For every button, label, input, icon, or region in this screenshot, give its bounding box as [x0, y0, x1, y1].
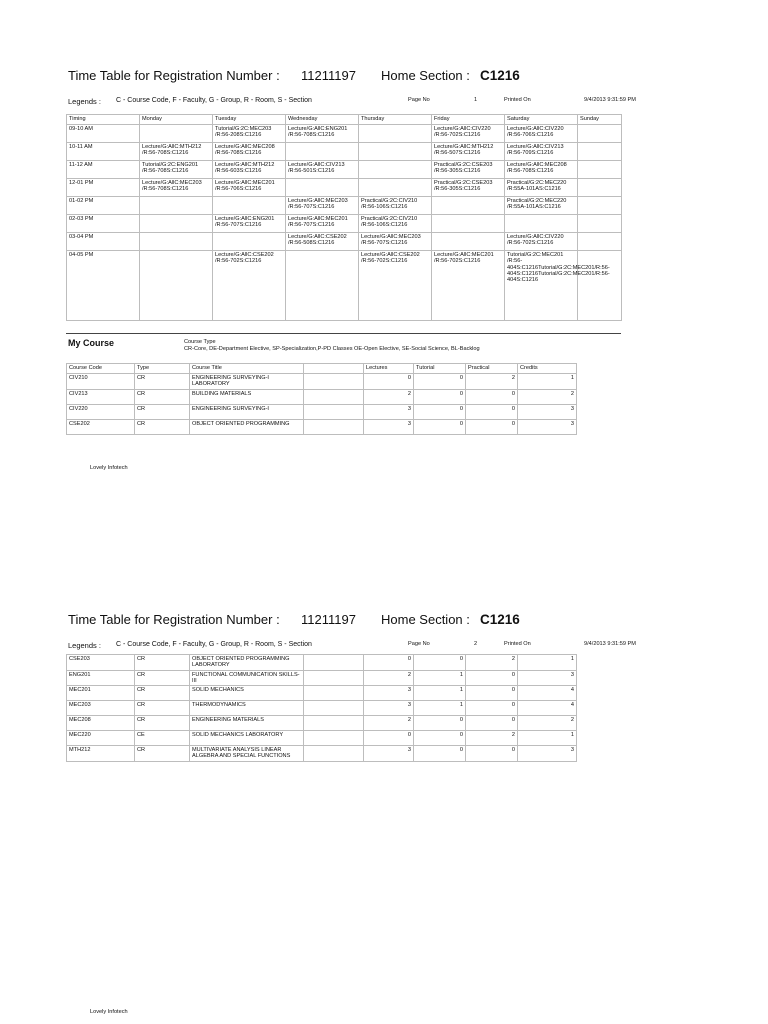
course-cell: 0: [414, 419, 466, 434]
course-cell: MEC220: [67, 731, 135, 746]
class-slot-cell: [578, 161, 622, 179]
course-cell: CR: [135, 670, 190, 686]
registration-number: 11211197: [301, 68, 356, 83]
class-slot-cell: [140, 233, 213, 251]
timetable-column-header: Saturday: [505, 115, 578, 125]
course-row: [67, 389, 577, 404]
course-cell: 4: [518, 701, 577, 716]
timetable-column-header: Tuesday: [213, 115, 286, 125]
class-slot-cell: Practical/G:2C:CSE203 /R:56-305S:C1216: [432, 161, 505, 179]
timetable-column-header: Monday: [140, 115, 213, 125]
course-cell: 2: [364, 670, 414, 686]
class-slot-cell: [578, 233, 622, 251]
course-cell: MEC201: [67, 686, 135, 701]
course-cell: 0: [466, 746, 518, 762]
course-column-header: Type: [135, 364, 190, 374]
timetable-row: [67, 251, 622, 321]
course-cell: 3: [364, 404, 414, 419]
course-row: [67, 374, 577, 390]
class-slot-cell: Lecture/G:AllC:MEC203 /R:56-707S:C1216: [286, 197, 359, 215]
course-column-header: Credits: [518, 364, 577, 374]
course-cell: CIV210: [67, 374, 135, 390]
my-course-heading: My Course: [68, 338, 115, 348]
timetable-column-header: Friday: [432, 115, 505, 125]
class-slot-cell: Practical/G:2C:MEC220 /R:55A-101AS:C1216: [505, 179, 578, 197]
course-cell: [304, 404, 364, 419]
course-cell: 3: [518, 670, 577, 686]
class-slot-cell: [140, 215, 213, 233]
course-cell: CR: [135, 374, 190, 390]
class-slot-cell: Lecture/G:AllC:CIV213 /R:56-709S:C1216: [505, 143, 578, 161]
timing-cell: 01-02 PM: [67, 197, 140, 215]
report-page-2: [0, 512, 768, 1024]
course-cell: 1: [518, 374, 577, 390]
class-slot-cell: [578, 125, 622, 143]
printed-on-label: Printed On: [504, 97, 531, 103]
course-column-header: Lectures: [364, 364, 414, 374]
course-cell: CR: [135, 419, 190, 434]
class-slot-cell: Lecture/G:AllC:CIV220 /R:56-702S:C1216: [432, 125, 505, 143]
course-cell: 0: [414, 404, 466, 419]
class-slot-cell: [359, 143, 432, 161]
course-row: [67, 686, 577, 701]
course-type-label: Course Type: [184, 339, 216, 345]
course-cell: 0: [364, 655, 414, 671]
course-cell: 0: [466, 686, 518, 701]
class-slot-cell: [578, 251, 622, 321]
course-cell: 0: [414, 746, 466, 762]
course-row: [67, 746, 577, 762]
course-cell: 2: [518, 716, 577, 731]
course-row: [67, 701, 577, 716]
class-slot-cell: Tutorial/G:2C:MEC203 /R:56-208S:C1216: [213, 125, 286, 143]
class-slot-cell: Lecture/G:AllC:MEC201 /R:56-707S:C1216: [286, 215, 359, 233]
timetable-row: [67, 143, 622, 161]
course-cell: 0: [466, 670, 518, 686]
course-column-header: Course Title: [190, 364, 304, 374]
class-slot-cell: Lecture/G:AllC:MEC201 /R:56-706S:C1216: [213, 179, 286, 197]
class-slot-cell: Lecture/G:AllC:MEC208 /R:56-708S:C1216: [505, 161, 578, 179]
class-slot-cell: [578, 143, 622, 161]
class-slot-cell: [213, 233, 286, 251]
section-divider: [66, 333, 621, 334]
course-cell: 0: [466, 716, 518, 731]
course-cell: 0: [364, 374, 414, 390]
class-slot-cell: [359, 161, 432, 179]
course-cell: 0: [414, 389, 466, 404]
course-cell: [304, 389, 364, 404]
class-slot-cell: Lecture/G:AllC:CSE202 /R:56-702S:C1216: [359, 251, 432, 321]
course-cell: CR: [135, 701, 190, 716]
timetable-row: [67, 161, 622, 179]
class-slot-cell: Lecture/G:AllC:MEC203 /R:56-707S:C1216: [359, 233, 432, 251]
course-cell: 0: [364, 731, 414, 746]
course-table-page-2: [66, 654, 577, 762]
course-cell: 0: [414, 716, 466, 731]
course-row: [67, 716, 577, 731]
legend-label: Legends :: [68, 97, 101, 106]
class-slot-cell: [578, 215, 622, 233]
course-cell: OBJECT ORIENTED PROGRAMMING: [190, 419, 304, 434]
course-cell: CR: [135, 716, 190, 731]
course-cell: 0: [414, 731, 466, 746]
course-column-header: Tutorial: [414, 364, 466, 374]
timing-cell: 04-05 PM: [67, 251, 140, 321]
class-slot-cell: [140, 125, 213, 143]
timing-cell: 10-11 AM: [67, 143, 140, 161]
class-slot-cell: Lecture/G:AllC:MTH212 /R:56-507S:C1216: [432, 143, 505, 161]
course-cell: 0: [466, 389, 518, 404]
course-cell: CR: [135, 686, 190, 701]
course-cell: 2: [466, 731, 518, 746]
home-section-value: C1216: [480, 68, 520, 83]
course-cell: 1: [414, 686, 466, 701]
course-cell: 0: [414, 374, 466, 390]
class-slot-cell: [578, 197, 622, 215]
course-header-row: [67, 364, 577, 374]
timetable-row: [67, 233, 622, 251]
course-cell: [304, 701, 364, 716]
course-cell: SOLID MECHANICS LABORATORY: [190, 731, 304, 746]
course-cell: CR: [135, 404, 190, 419]
timetable-column-header: Sunday: [578, 115, 622, 125]
header-title: Time Table for Registration Number :: [68, 612, 280, 627]
course-cell: [304, 670, 364, 686]
course-cell: 0: [466, 701, 518, 716]
course-row: [67, 731, 577, 746]
class-slot-cell: Lecture/G:AllC:MTH212 /R:56-708S:C1216: [140, 143, 213, 161]
timing-cell: 11-12 AM: [67, 161, 140, 179]
course-cell: ENGINEERING SURVEYING-I: [190, 404, 304, 419]
course-cell: CR: [135, 655, 190, 671]
course-cell: 3: [518, 746, 577, 762]
class-slot-cell: Practical/G:2C:CSE203 /R:56-305S:C1216: [432, 179, 505, 197]
footer-text: Lovely Infotech: [90, 465, 128, 471]
class-slot-cell: Tutorial/G:2C:ENG201 /R:56-708S:C1216: [140, 161, 213, 179]
course-cell: MEC203: [67, 701, 135, 716]
course-row: [67, 404, 577, 419]
course-cell: 1: [414, 701, 466, 716]
class-slot-cell: Tutorial/G:2C:MEC201 /R:56-404S:C1216Tutorial/G:2C:MEC201/R:56-404S:C1216Tutorial/G:2C:MEC201/R:56-404S:C1216: [505, 251, 578, 321]
timing-cell: 03-04 PM: [67, 233, 140, 251]
course-cell: 3: [518, 419, 577, 434]
course-cell: THERMODYNAMICS: [190, 701, 304, 716]
class-slot-cell: [359, 125, 432, 143]
class-slot-cell: [286, 251, 359, 321]
timing-cell: 12-01 PM: [67, 179, 140, 197]
class-slot-cell: Lecture/G:AllC:ENG201 /R:56-708S:C1216: [286, 125, 359, 143]
home-section-value: C1216: [480, 612, 520, 627]
printed-on-label: Printed On: [504, 641, 531, 647]
class-slot-cell: Lecture/G:AllC:MEC208 /R:56-708S:C1216: [213, 143, 286, 161]
course-type-text: CR-Core, DE-Department Elective, SP-Specialization,P-PD Classes OE-Open Elective, SE-Social Science, BL-Backlog: [184, 346, 480, 352]
class-slot-cell: Practical/G:2C:CIV210 /R:56-106S:C1216: [359, 215, 432, 233]
course-cell: 0: [466, 404, 518, 419]
course-cell: BUILDING MATERIALS: [190, 389, 304, 404]
header-title: Time Table for Registration Number :: [68, 68, 280, 83]
printed-on-value: 9/4/2013 9:31:59 PM: [584, 97, 636, 103]
course-row: [67, 670, 577, 686]
course-cell: CIV220: [67, 404, 135, 419]
class-slot-cell: Practical/G:2C:CIV210 /R:56-106S:C1216: [359, 197, 432, 215]
home-section-label: Home Section :: [381, 612, 470, 627]
page-no-value: 1: [474, 97, 478, 103]
class-slot-cell: [359, 179, 432, 197]
page-no-label: Page No: [408, 641, 430, 647]
class-slot-cell: [578, 179, 622, 197]
printed-on-value: 9/4/2013 9:31:59 PM: [584, 641, 636, 647]
course-cell: ENG201: [67, 670, 135, 686]
page-no-value: 2: [474, 641, 478, 647]
class-slot-cell: Lecture/G:AllC:CIV220 /R:56-702S:C1216: [505, 233, 578, 251]
course-cell: SOLID MECHANICS: [190, 686, 304, 701]
course-column-header: [304, 364, 364, 374]
class-slot-cell: Lecture/G:AllC:CSE202 /R:56-508S:C1216: [286, 233, 359, 251]
course-cell: FUNCTIONAL COMMUNICATION SKILLS-III: [190, 670, 304, 686]
class-slot-cell: [505, 215, 578, 233]
class-slot-cell: Lecture/G:AllC:CIV213 /R:56-501S:C1216: [286, 161, 359, 179]
course-cell: MULTIVARIATE ANALYSIS LINEAR ALGEBRA AND SPECIAL FUNCTIONS: [190, 746, 304, 762]
timetable-row: [67, 197, 622, 215]
course-cell: [304, 731, 364, 746]
class-slot-cell: [213, 197, 286, 215]
legend-text: C - Course Code, F - Faculty, G - Group, R - Room, S - Section: [116, 97, 312, 104]
legend-text: C - Course Code, F - Faculty, G - Group, R - Room, S - Section: [116, 641, 312, 648]
course-cell: 2: [466, 655, 518, 671]
course-cell: [304, 746, 364, 762]
course-cell: [304, 655, 364, 671]
course-cell: [304, 686, 364, 701]
course-cell: 3: [364, 686, 414, 701]
course-cell: 3: [364, 419, 414, 434]
course-cell: OBJECT ORIENTED PROGRAMMING LABORATORY: [190, 655, 304, 671]
timetable-column-header: Wednesday: [286, 115, 359, 125]
class-slot-cell: [140, 251, 213, 321]
course-cell: MEC208: [67, 716, 135, 731]
timetable: [66, 114, 622, 321]
course-cell: CR: [135, 746, 190, 762]
course-column-header: Practical: [466, 364, 518, 374]
class-slot-cell: [432, 233, 505, 251]
course-cell: [304, 374, 364, 390]
class-slot-cell: Lecture/G:AllC:MEC203 /R:56-708S:C1216: [140, 179, 213, 197]
class-slot-cell: [286, 179, 359, 197]
course-type-legend: [184, 339, 480, 353]
course-cell: 3: [364, 701, 414, 716]
course-cell: 3: [364, 746, 414, 762]
course-column-header: Course Code: [67, 364, 135, 374]
class-slot-cell: Lecture/G:AllC:MEC201 /R:56-702S:C1216: [432, 251, 505, 321]
registration-number: 11211197: [301, 612, 356, 627]
course-cell: CR: [135, 389, 190, 404]
timetable-column-header: Thursday: [359, 115, 432, 125]
legend-row: [68, 641, 648, 651]
course-cell: 1: [518, 731, 577, 746]
course-cell: 1: [414, 670, 466, 686]
legend-row: [68, 97, 648, 107]
course-cell: 2: [518, 389, 577, 404]
class-slot-cell: [432, 197, 505, 215]
course-cell: 0: [466, 419, 518, 434]
timing-cell: 02-03 PM: [67, 215, 140, 233]
timetable-row: [67, 179, 622, 197]
page-no-label: Page No: [408, 97, 430, 103]
class-slot-cell: [286, 143, 359, 161]
class-slot-cell: Lecture/G:AllC:CIV220 /R:56-706S:C1216: [505, 125, 578, 143]
timetable-row: [67, 125, 622, 143]
course-row: [67, 419, 577, 434]
class-slot-cell: [140, 197, 213, 215]
course-cell: 0: [414, 655, 466, 671]
class-slot-cell: Practical/G:2C:MEC220 /R:55A-101AS:C1216: [505, 197, 578, 215]
course-cell: CSE203: [67, 655, 135, 671]
course-cell: [304, 419, 364, 434]
class-slot-cell: Lecture/G:AllC:MTH212 /R:56-603S:C1216: [213, 161, 286, 179]
footer-text: Lovely Infotech: [90, 1009, 128, 1015]
course-row: [67, 655, 577, 671]
course-cell: 4: [518, 686, 577, 701]
course-cell: CSE202: [67, 419, 135, 434]
timetable-header-row: [67, 115, 622, 125]
class-slot-cell: Lecture/G:AllC:CSE202 /R:56-702S:C1216: [213, 251, 286, 321]
course-cell: 3: [518, 404, 577, 419]
course-cell: ENGINEERING SURVEYING-I LABORATORY: [190, 374, 304, 390]
course-cell: CIV213: [67, 389, 135, 404]
course-cell: [304, 716, 364, 731]
home-section-label: Home Section :: [381, 68, 470, 83]
course-cell: ENGINEERING MATERIALS: [190, 716, 304, 731]
class-slot-cell: Lecture/G:AllC:ENG201 /R:56-707S:C1216: [213, 215, 286, 233]
class-slot-cell: [432, 215, 505, 233]
legend-label: Legends :: [68, 641, 101, 650]
course-cell: 2: [364, 716, 414, 731]
course-cell: CE: [135, 731, 190, 746]
course-cell: 1: [518, 655, 577, 671]
course-table-page-1: [66, 363, 577, 435]
timing-cell: 09-10 AM: [67, 125, 140, 143]
course-cell: MTH212: [67, 746, 135, 762]
course-cell: 2: [364, 389, 414, 404]
timetable-column-header: Timing: [67, 115, 140, 125]
course-cell: 2: [466, 374, 518, 390]
timetable-row: [67, 215, 622, 233]
